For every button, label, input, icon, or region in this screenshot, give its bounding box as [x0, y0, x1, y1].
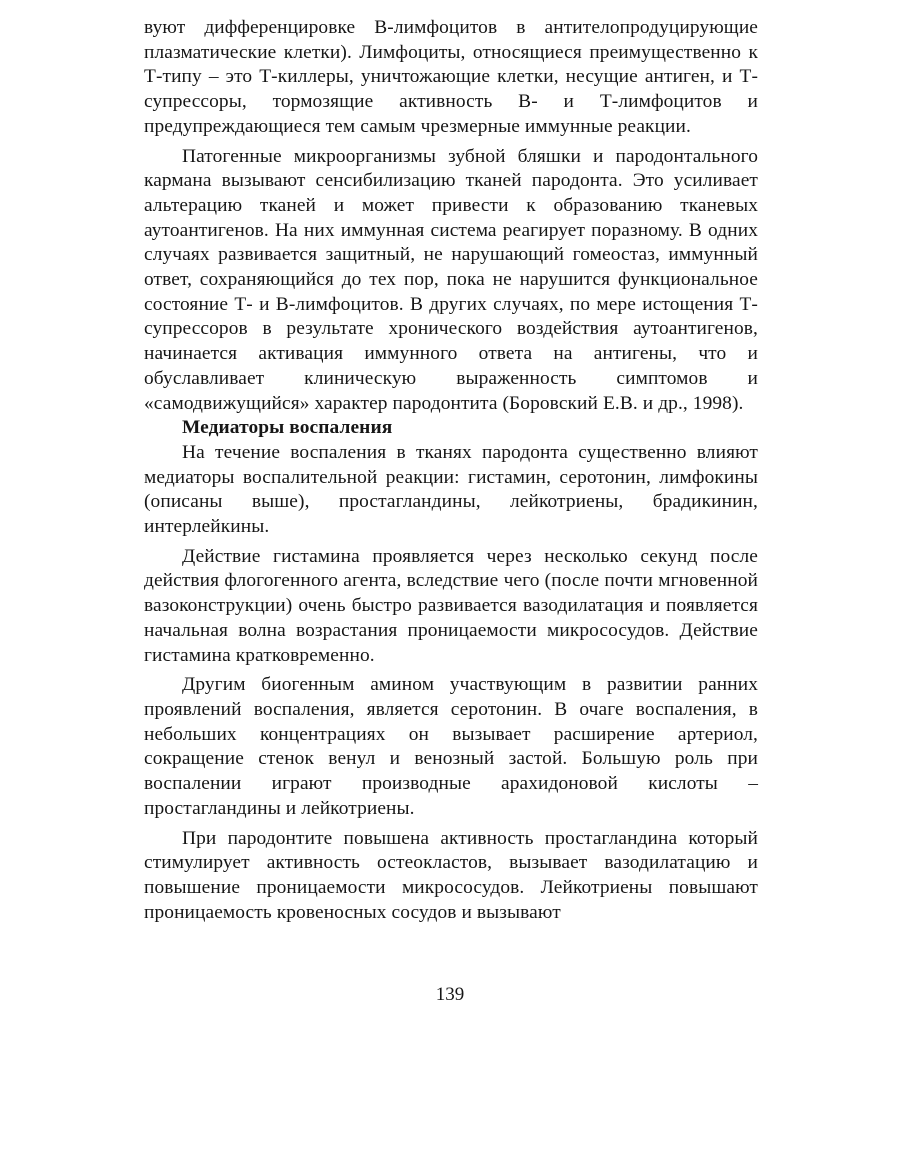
- paragraph-prostaglandin: При пародонтите повышена активность простагландина который стимулирует активность остеокластов, вызывает вазодилатацию и повышение проницаемости микрососудов. Лейкотриены повышают проницаемость кровеносных сосудов и вызывают: [144, 827, 758, 923]
- page-number: 139: [435, 984, 465, 1005]
- paragraph-pathogens: Патогенные микроорганизмы зубной бляшки и пародонтального кармана вызывают сенсибилизацию тканей пародонта. Это усиливает альтерацию тканей и может привести к образованию тканевых аутоантигенов. На них иммунная система реагирует поразному. В одних случаях развивается защитный, не нарушающий гомеостаз, иммунный ответ, сохраняющийся до тех пор, пока не нарушится функциональное состояние Т- и В-лимфоцитов. В других случаях, по мере истощения Т-супрессоров в результате хронического воздействия аутоантигенов, начинается активация иммунного ответа на антигены, что и обуславливает клиническую выраженность симптомов и «самодвижущийся» характер пародонтита (Боровский Е.В. и др., 1998).: [144, 145, 758, 414]
- paragraph-serotonin: Другим биогенным амином участвующим в развитии ранних проявлений воспаления, является серотонин. В очаге воспаления, в небольших концентрациях он вызывает расширение артериол, сокращение стенок венул и венозный застой. Большую роль при воспалении играют производные арахидоновой кислоты – простагландины и лейкотриены.: [144, 674, 758, 819]
- paragraph-lymphocytes: вуют дифференцировке В-лимфоцитов в антителопродуцирующие плазматические клетки). Лимфоциты, относящиеся преимущественно к Т-типу – это Т-киллеры, уничтожающие клетки, несущие антиген, и Т-супрессоры, тормозящие активность В- и Т-лимфоцитов и предупреждающиеся тем самым чрезмерные иммунные реакции.: [144, 17, 758, 137]
- paragraph-histamine: Действие гистамина проявляется через несколько секунд после действия флогогенного агента, вследствие чего (после почти мгновенной вазоконструкции) очень быстро развивается вазодилатация и появляется начальная волна возрастания проницаемости микрососудов. Действие гистамина кратковременно.: [144, 545, 758, 666]
- paragraph-mediators: На течение воспаления в тканях пародонта существенно влияют медиаторы воспалительной реакции: гистамин, серотонин, лимфокины (описаны выше), простагландины, лейкотриены, брадикинин, интерлейкины.: [144, 441, 758, 538]
- section-heading-mediators: Медиаторы воспаления: [182, 417, 393, 439]
- body-text: [144, 16, 758, 925]
